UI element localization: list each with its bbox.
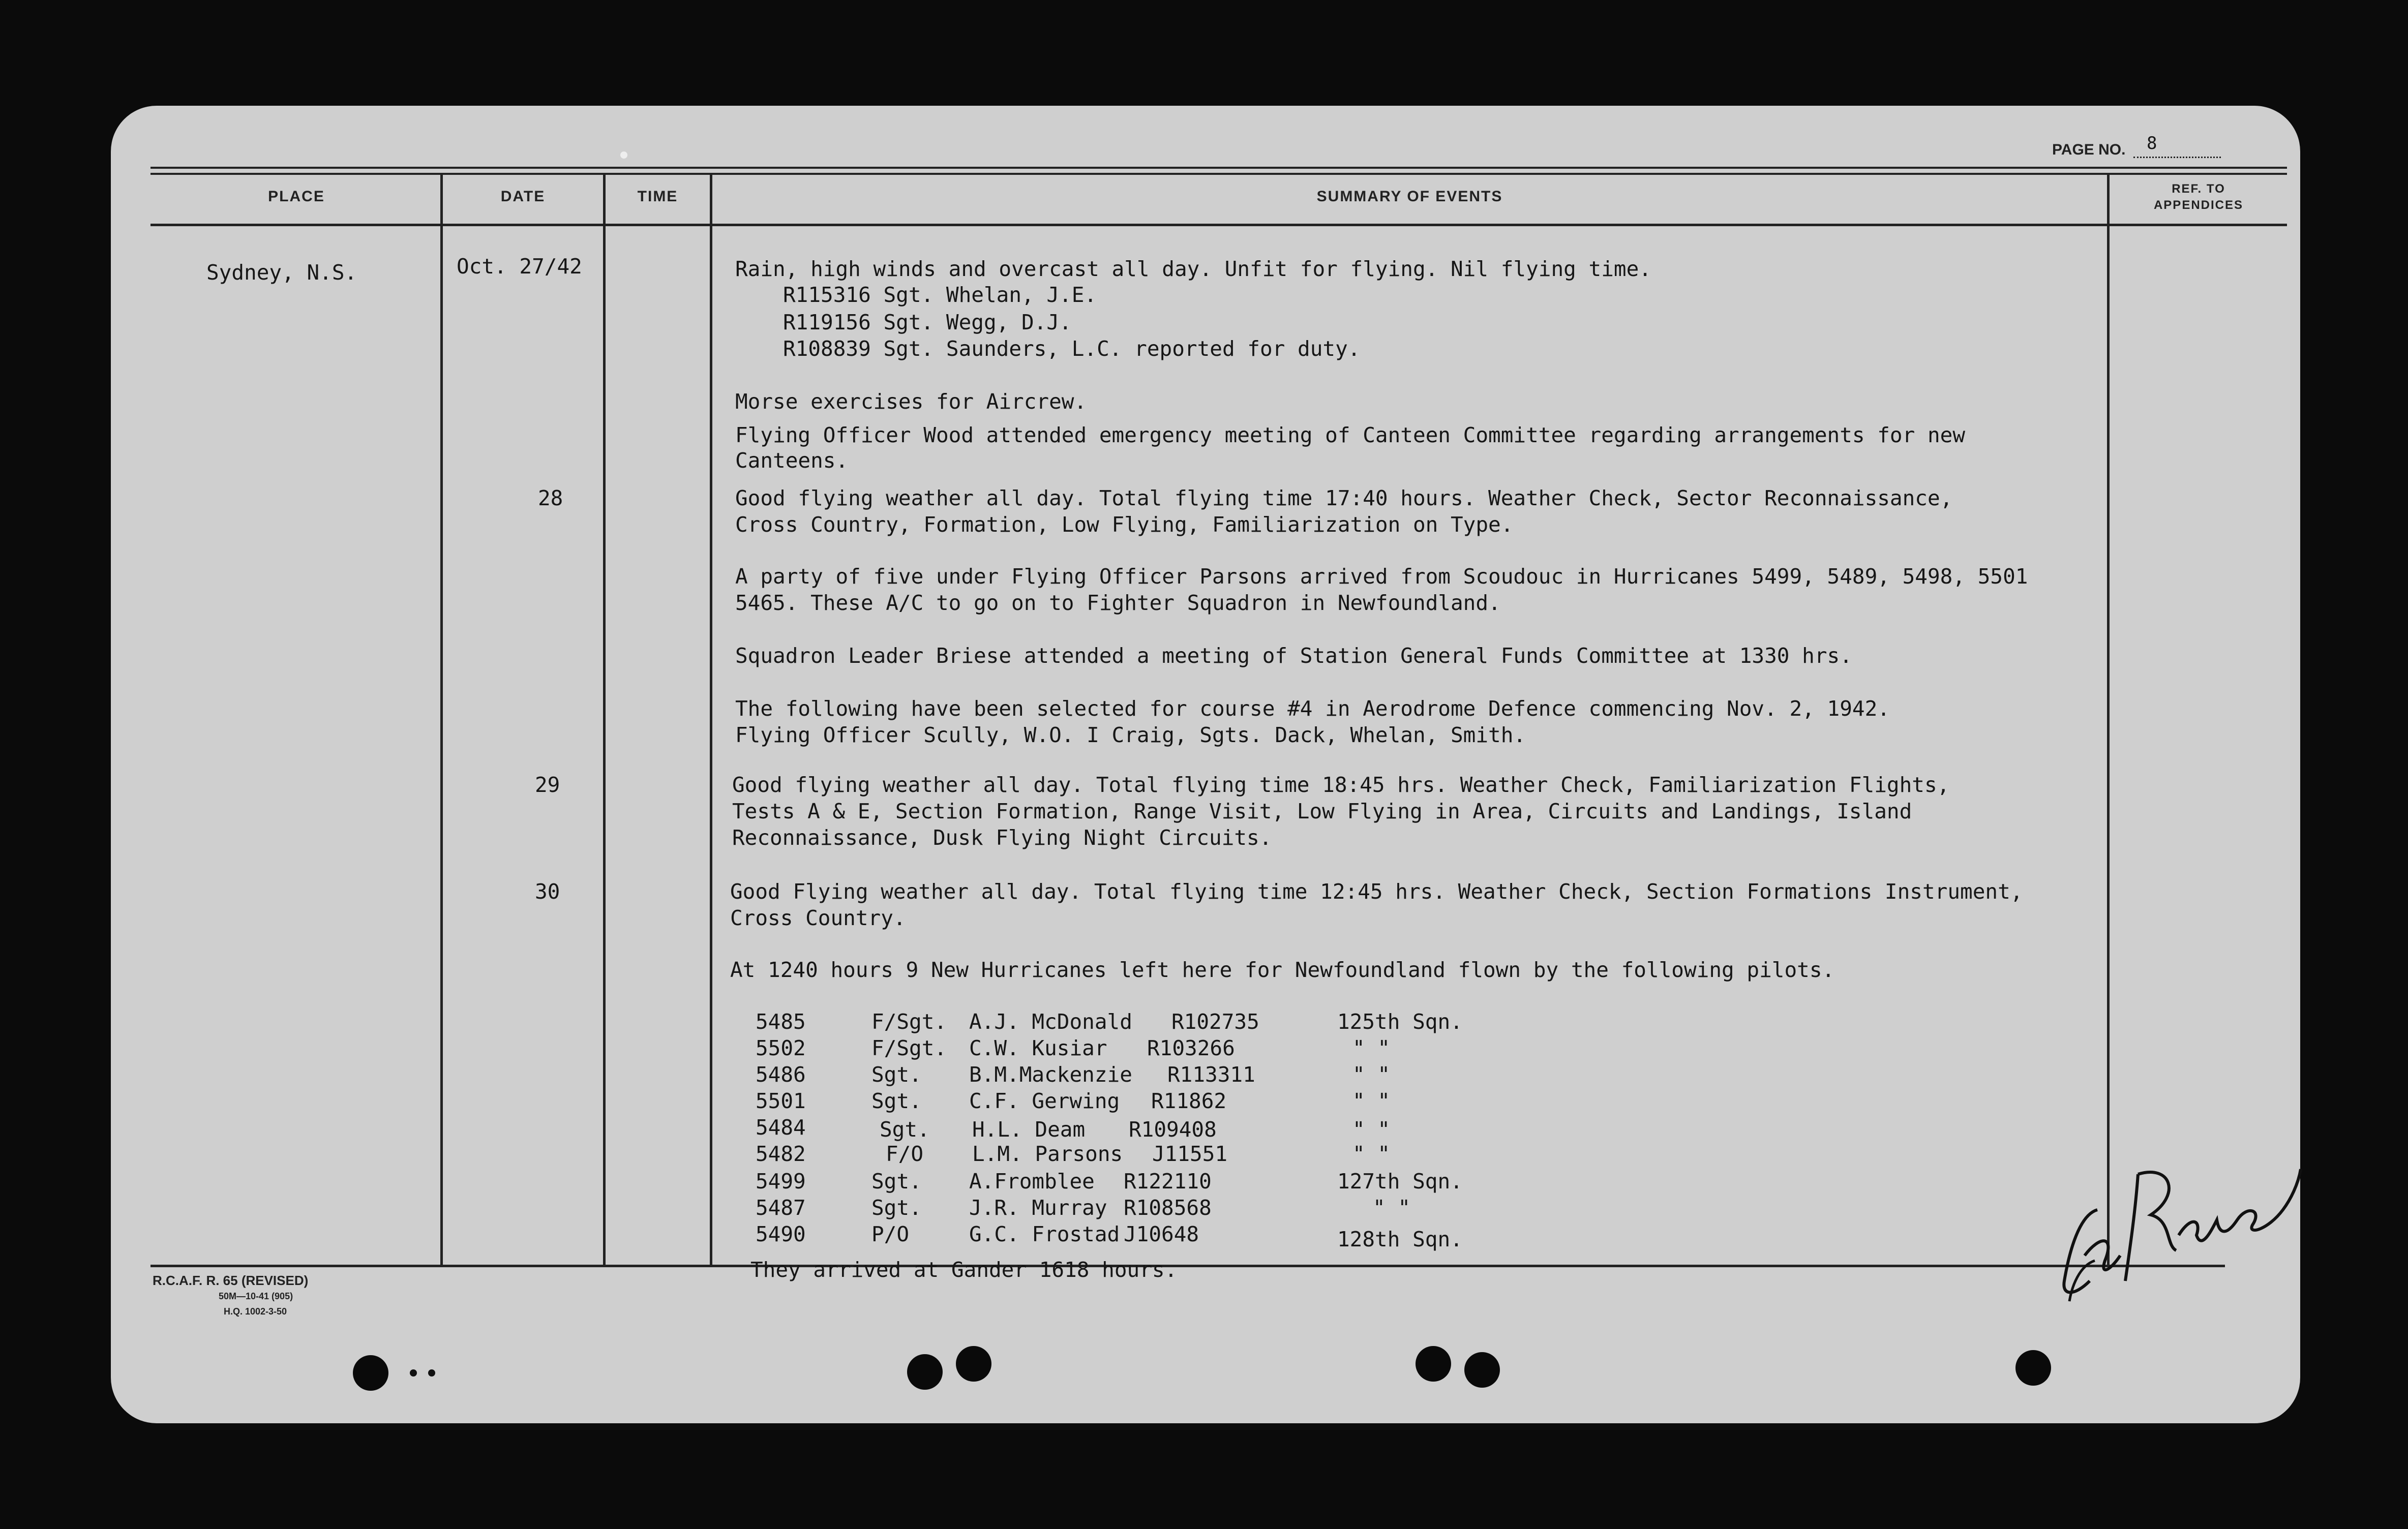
pilot-rank: Sgt.: [880, 1117, 930, 1142]
column-divider-time-summary: [710, 175, 712, 1267]
summary-line: Reconnaissance, Dusk Flying Night Circuits.: [732, 825, 1272, 850]
summary-line: Tests A & E, Section Formation, Range Visit, Low Flying in Area, Circuits and Landings, Island: [732, 799, 1912, 823]
page-no-label: PAGE NO.: [2052, 141, 2126, 158]
pilot-rank: P/O: [871, 1222, 910, 1246]
pilot-squadron: 127th Sqn.: [1337, 1169, 1463, 1194]
pilot-squadron: " ": [1352, 1062, 1391, 1087]
pilot-name: A.Fromblee: [969, 1169, 1095, 1194]
column-header-ref-line1: REF. TO: [2172, 182, 2225, 196]
top-double-rule-1: [150, 167, 2287, 169]
pilot-squadron: 128th Sqn.: [1337, 1227, 1463, 1251]
pilot-squadron: " ": [1352, 1142, 1391, 1166]
punch-hole-3: [956, 1346, 991, 1382]
pilot-squadron: 125th Sqn.: [1337, 1010, 1463, 1034]
pilot-squadron: " ": [1352, 1036, 1391, 1060]
pilot-number: R108568: [1124, 1196, 1212, 1220]
pilot-number: R122110: [1124, 1169, 1212, 1194]
form-number-line2: 50M—10-41 (905): [219, 1291, 293, 1301]
pilot-squadron: " ": [1373, 1196, 1411, 1220]
column-header-ref-line2: APPENDICES: [2153, 198, 2244, 212]
pilot-name: J.R. Murray: [969, 1196, 1107, 1220]
pilot-rank: Sgt.: [871, 1062, 922, 1087]
summary-line: Cross Country.: [730, 906, 906, 930]
pilot-name: A.J. McDonald: [969, 1010, 1132, 1034]
summary-line: R119156 Sgt. Wegg, D.J.: [783, 310, 1072, 334]
mark-dot-top: [620, 151, 627, 159]
pilot-aircraft: 5484: [756, 1115, 806, 1140]
summary-line: Rain, high winds and overcast all day. Unfit for flying. Nil flying time.: [735, 257, 1651, 281]
page-no-value: 8: [2147, 133, 2157, 154]
pilot-aircraft: 5482: [756, 1142, 806, 1166]
pilot-number: R11862: [1151, 1089, 1227, 1113]
pilot-aircraft: 5502: [756, 1036, 806, 1060]
pilot-number: J10648: [1124, 1222, 1199, 1246]
date-30: 30: [535, 879, 560, 904]
pilot-number: R113311: [1167, 1062, 1255, 1087]
signature-image: [2049, 1134, 2303, 1317]
form-number-line1: R.C.A.F. R. 65 (REVISED): [153, 1273, 309, 1288]
summary-line: The following have been selected for course #4 in Aerodrome Defence commencing Nov. 2, 1942.: [735, 696, 1890, 721]
summary-line: Canteens.: [735, 448, 849, 473]
column-divider-summary-ref: [2107, 175, 2110, 1267]
summary-line: R108839 Sgt. Saunders, L.C. reported for duty.: [783, 337, 1361, 361]
pilot-number: R103266: [1147, 1036, 1235, 1060]
summary-line: R115316 Sgt. Whelan, J.E.: [783, 283, 1097, 307]
pilot-number: R109408: [1129, 1117, 1217, 1142]
pilot-aircraft: 5485: [756, 1010, 806, 1034]
date-28: 28: [538, 486, 563, 510]
summary-line: Morse exercises for Aircrew.: [735, 389, 1087, 414]
summary-line: At 1240 hours 9 New Hurricanes left here for Newfoundland flown by the following pilots.: [730, 958, 1835, 982]
summary-line: Flying Officer Wood attended emergency meeting of Canteen Committee regarding arrangements for new: [735, 423, 1966, 447]
summary-line: Good flying weather all day. Total flying time 17:40 hours. Weather Check, Sector Reconnaissance,: [735, 486, 1953, 510]
punch-hole-4: [1416, 1346, 1451, 1382]
summary-line: 5465. These A/C to go on to Fighter Squadron in Newfoundland.: [735, 591, 1501, 615]
pilot-name: L.M. Parsons: [972, 1142, 1123, 1166]
pilot-number: J11551: [1152, 1142, 1228, 1166]
column-divider-place-date: [440, 175, 443, 1267]
column-header-summary: SUMMARY OF EVENTS: [1316, 188, 1503, 205]
pilot-rank: Sgt.: [871, 1169, 922, 1194]
summary-line: Good flying weather all day. Total flying time 18:45 hrs. Weather Check, Familiarization Flights,: [732, 773, 1950, 797]
summary-line: Good Flying weather all day. Total flying time 12:45 hrs. Weather Check, Section Formations Instrument,: [730, 879, 2023, 904]
pilot-aircraft: 5490: [756, 1222, 806, 1246]
pilot-name: C.W. Kusiar: [969, 1036, 1107, 1060]
column-header-date: DATE: [500, 188, 546, 205]
date-29: 29: [535, 773, 560, 797]
summary-line: A party of five under Flying Officer Parsons arrived from Scoudouc in Hurricanes 5499, 5489, 5498, 5501: [735, 564, 2028, 589]
column-header-time: TIME: [637, 188, 678, 205]
column-header-place: PLACE: [268, 188, 325, 205]
pilot-name: G.C. Frostad: [969, 1222, 1120, 1246]
top-double-rule-2: [150, 173, 2287, 175]
diary-form-card: [111, 106, 2300, 1423]
summary-line: Flying Officer Scully, W.O. I Craig, Sgts. Dack, Whelan, Smith.: [735, 723, 1526, 747]
pilot-aircraft: 5487: [756, 1196, 806, 1220]
pilot-name: B.M.Mackenzie: [969, 1062, 1132, 1087]
pilot-rank: F/O: [886, 1142, 924, 1166]
pilot-name: C.F. Gerwing: [969, 1089, 1120, 1113]
header-bottom-rule: [150, 224, 2287, 226]
summary-line: Squadron Leader Briese attended a meeting of Station General Funds Committee at 1330 hrs.: [735, 644, 1852, 668]
pilot-name: H.L. Deam: [972, 1117, 1086, 1142]
pilot-rank: F/Sgt.: [871, 1010, 947, 1034]
pilot-rank: Sgt.: [871, 1089, 922, 1113]
punch-hole-1: [353, 1355, 388, 1391]
pilot-number: R102735: [1171, 1010, 1259, 1034]
column-divider-date-time: [603, 175, 606, 1267]
summary-line: Cross Country, Formation, Low Flying, Familiarization on Type.: [735, 512, 1514, 537]
mark-dot-1: [410, 1369, 417, 1377]
pilot-aircraft: 5499: [756, 1169, 806, 1194]
pilot-aircraft: 5501: [756, 1089, 806, 1113]
pilot-squadron: " ": [1352, 1117, 1391, 1142]
footer-rule: [150, 1265, 2225, 1267]
punch-hole-5: [1464, 1352, 1500, 1388]
pilot-rank: Sgt.: [871, 1196, 922, 1220]
form-number-line3: H.Q. 1002-3-50: [224, 1306, 287, 1317]
pilot-squadron: " ": [1352, 1089, 1391, 1113]
mark-dot-2: [428, 1369, 435, 1377]
punch-hole-2: [907, 1354, 943, 1390]
summary-line-arrival: They arrived at Gander 1618 hours.: [750, 1258, 1178, 1282]
pilot-aircraft: 5486: [756, 1062, 806, 1087]
place-cell: Sydney, N.S.: [206, 260, 357, 285]
pilot-rank: F/Sgt.: [871, 1036, 947, 1060]
page-no-underline: [2133, 157, 2221, 158]
date-oct-27: Oct. 27/42: [457, 254, 582, 279]
punch-hole-6: [2015, 1350, 2051, 1386]
